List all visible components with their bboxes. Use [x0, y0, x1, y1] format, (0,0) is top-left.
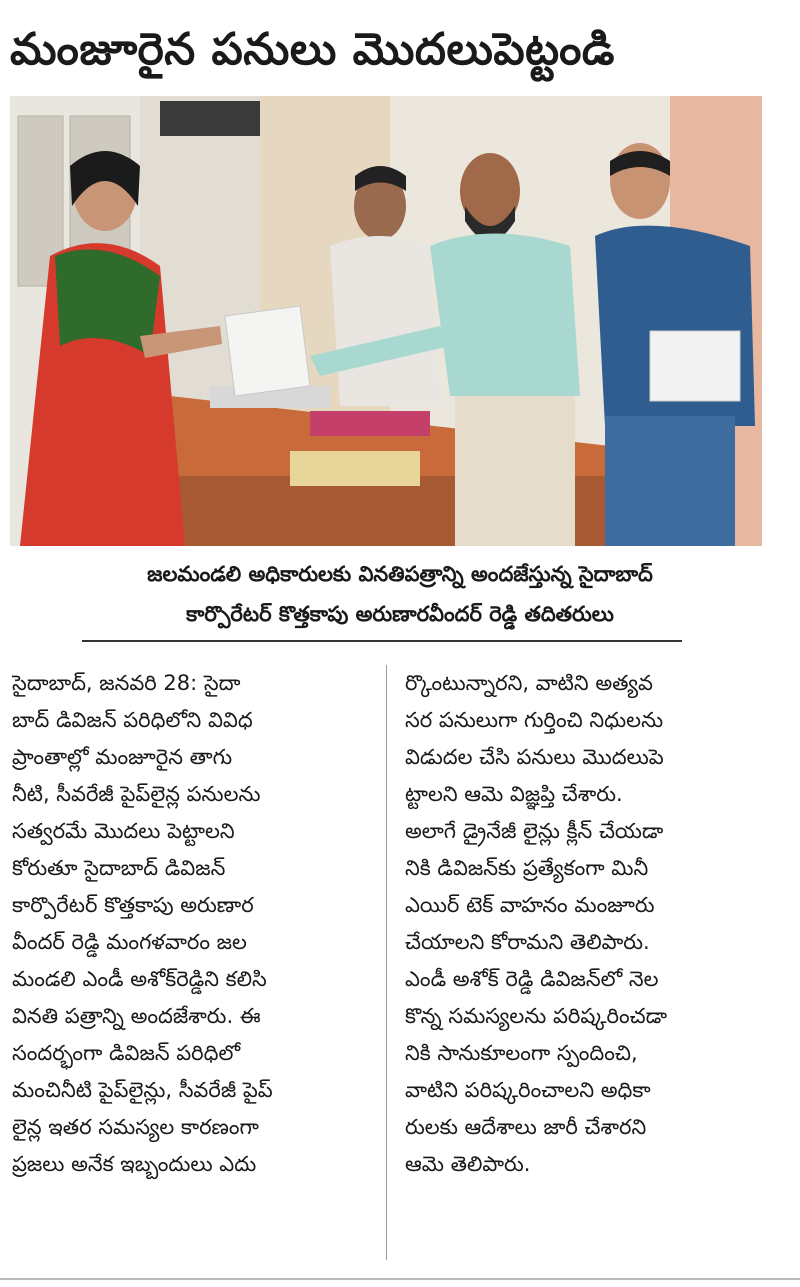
body-line: మంచినీటి పైప్‌లైన్లు, సీవరేజీ పైప్: [12, 1078, 273, 1102]
body-line: అలాగే డ్రైనేజీ లైన్లు క్లీన్ చేయడా: [405, 819, 664, 843]
body-line: ప్రజలు అనేక ఇబ్బందులు ఎదు: [12, 1152, 257, 1176]
body-line: సత్వరమే మొదలు పెట్టాలని: [12, 819, 235, 843]
caption-line: జలమండలి అధికారులకు వినతిపత్రాన్ని అందజేస్తున్న సైదాబాద్: [147, 562, 653, 586]
body-line: వాటిని పరిష్కరించాలని అధికా: [405, 1078, 651, 1102]
body-line: లైన్ల ఇతర సమస్యల కారణంగా: [12, 1115, 259, 1139]
article-column-left: [12, 665, 362, 1183]
column-divider: [386, 665, 387, 1260]
body-line: సైదాబాద్, జనవరి 28: సైదా: [12, 671, 241, 695]
body-line: ఎయిర్ టెక్ వాహనం మంజూరు: [405, 893, 655, 917]
body-line: బాద్ డివిజన్ పరిధిలోని వివిధ: [12, 708, 253, 732]
body-line: నికి సానుకూలంగా స్పందించి,: [405, 1041, 638, 1065]
body-line: నికి డివిజన్‌కు ప్రత్యేకంగా మినీ: [405, 856, 649, 880]
body-line: సందర్భంగా డివిజన్ పరిధిలో: [12, 1041, 241, 1065]
body-line: కార్పొరేటర్ కొత్తకాపు అరుణార: [12, 893, 254, 917]
body-line: ఎండీ అశోక్ రెడ్డి డివిజన్‌లో నెల: [405, 967, 659, 991]
body-line: వీందర్ రెడ్డి మంగళవారం జల: [12, 930, 247, 954]
body-line: ట్టాలని ఆమె విజ్ఞప్తి చేశారు.: [405, 782, 623, 806]
news-photo: [10, 96, 762, 546]
body-line: వినతి పత్రాన్ని అందజేశారు. ఈ: [12, 1004, 261, 1028]
body-line: విడుదల చేసి పనులు మొదలుపె: [405, 745, 664, 769]
article-column-right: [405, 665, 755, 1183]
headline: మంజూరైన పనులు మొదలుపెట్టండి: [10, 24, 615, 75]
caption-line: కార్పొరేటర్ కొత్తకాపు అరుణారవీందర్ రెడ్డి తదితరులు: [186, 602, 614, 626]
body-line: సర పనులుగా గుర్తించి నిధులను: [405, 708, 664, 732]
body-line: రులకు ఆదేశాలు జారీ చేశారని: [405, 1115, 647, 1139]
body-line: మండలి ఎండీ అశోక్‌రెడ్డిని కలిసి: [12, 967, 267, 991]
photo-caption: [60, 554, 740, 634]
caption-underline: [82, 640, 682, 642]
body-line: ఆమె తెలిపారు.: [405, 1152, 531, 1176]
bottom-border: [0, 1278, 800, 1280]
body-line: కోరుతూ సైదాబాద్ డివిజన్: [12, 856, 226, 880]
body-line: కొన్న సమస్యలను పరిష్కరించడా: [405, 1004, 668, 1028]
body-line: నీటి, సీవరేజీ పైప్‌లైన్ల పనులను: [12, 782, 261, 806]
body-line: ర్కొంటున్నారని, వాటిని అత్యవ: [405, 671, 653, 695]
body-line: చేయాలని కోరామని తెలిపారు.: [405, 930, 650, 954]
body-line: ప్రాంతాల్లో మంజూరైన తాగు: [12, 745, 233, 769]
